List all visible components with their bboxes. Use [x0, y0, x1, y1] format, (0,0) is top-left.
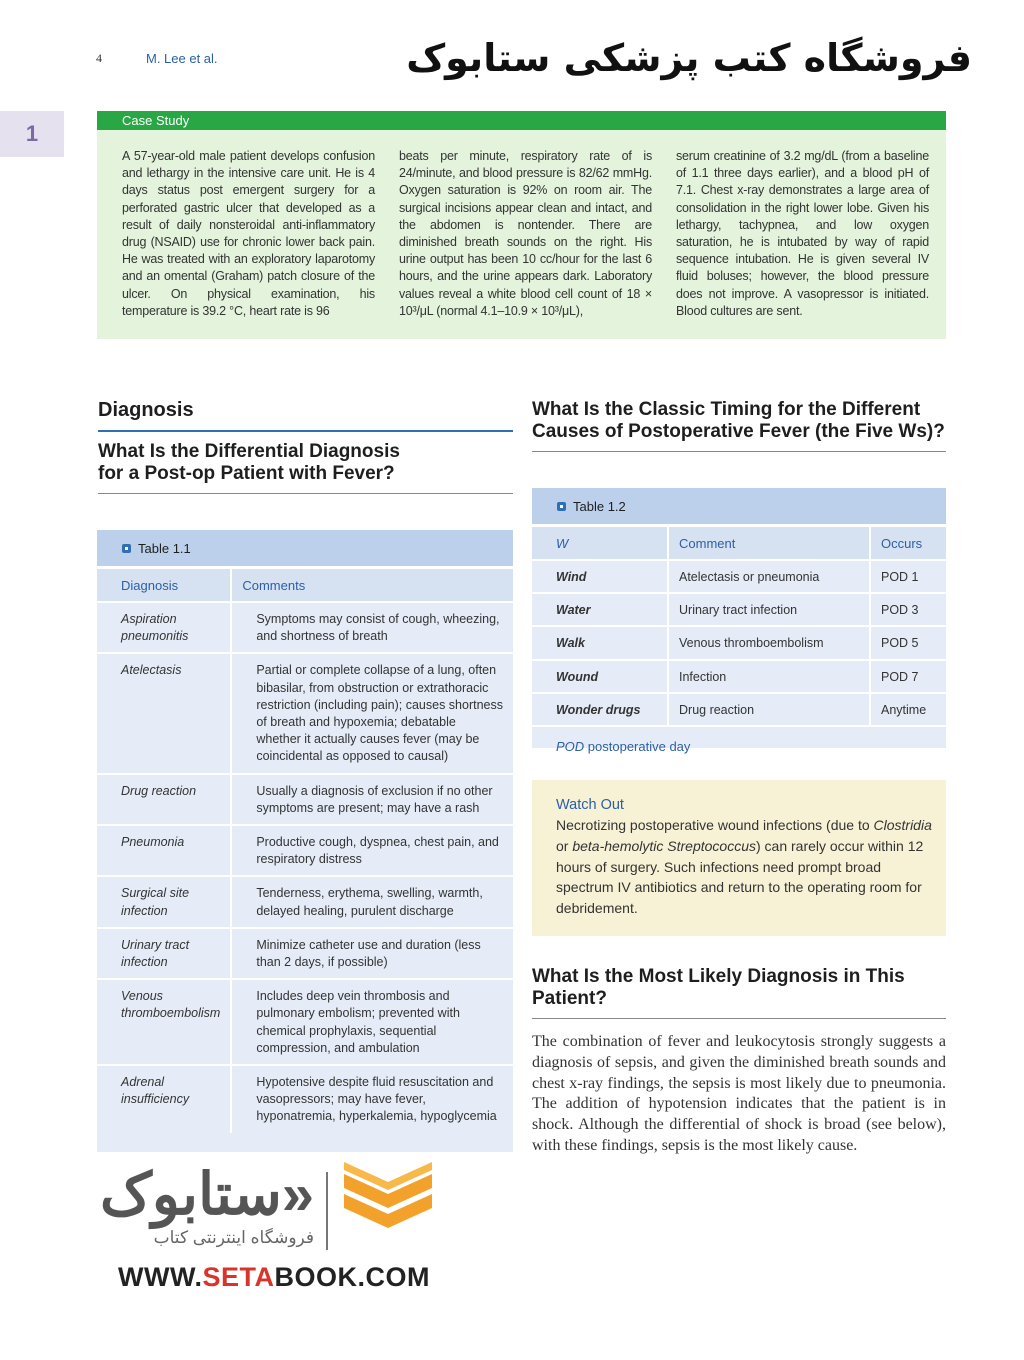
- table-1-2-caption: Table 1.2: [532, 488, 946, 524]
- occurs-cell: Anytime: [870, 693, 946, 725]
- table-row: [97, 928, 513, 979]
- table-header: Comments: [231, 568, 513, 603]
- comment-cell: Symptoms may consist of cough, wheezing, and shortness of breath: [231, 602, 513, 653]
- store-banner: فروشگاه کتب پزشکی ستابوک: [406, 36, 972, 80]
- comment-cell: Usually a diagnosis of exclusion if no other symptoms are present; may have a rash: [231, 774, 513, 825]
- w-cell: Wound: [532, 660, 668, 693]
- logo-tagline: فروشگاه اینترنتی کتاب: [153, 1228, 315, 1247]
- page-number: 4: [96, 51, 102, 65]
- comment-cell: Partial or complete collapse of a lung, often bibasilar, from obstruction or extrathoracic restriction (including pain); causes shortness of breath and hypoxemia; debatable whether it actually causes fever (may be coincidental as opposed to causal): [231, 653, 513, 773]
- footnote-abbr: POD: [556, 739, 585, 755]
- occurs-cell: POD 5: [870, 626, 946, 659]
- likely-diagnosis-paragraph: The combination of fever and leukocytosis strongly suggests a diagnosis of sepsis, and given the diminished breath sounds and chest x-ray findings, the sepsis is most likely due to pneumonia. The addition of hypotension indicates that the patient is in shock. Although the differential of shock is broad (see below), with these findings, sepsis is the most likely cause.: [532, 1033, 946, 1154]
- case-study-box: [97, 111, 946, 339]
- comment-cell: Urinary tract infection: [668, 593, 870, 626]
- diagnosis-cell: Pneumonia: [97, 825, 231, 876]
- comment-cell: Infection: [668, 660, 870, 693]
- likely-diagnosis-heading-block: [532, 966, 946, 1019]
- diagnosis-cell: Aspiration pneumonitis: [97, 602, 231, 653]
- diagnosis-cell: Drug reaction: [97, 774, 231, 825]
- book-stack-icon: [340, 1160, 436, 1240]
- comment-cell: Drug reaction: [668, 693, 870, 725]
- occurs-cell: POD 7: [870, 660, 946, 693]
- table-row: [532, 693, 946, 725]
- logo-wordmark: «ستابوک: [100, 1162, 315, 1227]
- diagnosis-cell: Atelectasis: [97, 653, 231, 773]
- table-row: [97, 876, 513, 927]
- comment-cell: Venous thromboembolism: [668, 626, 870, 659]
- comment-cell: Tenderness, erythema, swelling, warmth, delayed healing, purulent discharge: [231, 876, 513, 927]
- table-row: [97, 774, 513, 825]
- subsection-rule: [532, 451, 946, 452]
- footnote-text: postoperative day: [584, 739, 691, 755]
- table-row: [97, 979, 513, 1065]
- watch-out-text: Necrotizing postoperative wound infections (due to Clostridia or beta-hemolytic Streptococcus) can rarely occur within 12 hours of surgery. Such infections need prompt broad spectrum IV antibiotics and return to the operating room for debridement.: [556, 817, 932, 917]
- comment-cell: Includes deep vein thrombosis and pulmonary embolism; prevented with chemical prophylaxis, sequential compression, and ambulation: [231, 979, 513, 1065]
- subsection-rule: [98, 493, 513, 494]
- table-row: [532, 660, 946, 693]
- watch-out-title: Watch Out: [556, 797, 624, 813]
- section-rule: [98, 430, 513, 432]
- diagnosis-cell: Urinary tract infection: [97, 928, 231, 979]
- watch-out-box: [532, 780, 946, 936]
- diagnosis-cell: Venous thromboembolism: [97, 979, 231, 1065]
- subsection-title-five-ws: What Is the Classic Timing for the Different Causes of Postoperative Fever (the Five Ws)?: [532, 399, 945, 442]
- table-row: [97, 602, 513, 653]
- section-title-diagnosis: Diagnosis: [98, 399, 194, 421]
- table-row: [97, 653, 513, 773]
- table-1-1-caption: Table 1.1: [97, 530, 513, 566]
- table-header: Occurs: [870, 526, 946, 561]
- table-row: [97, 1065, 513, 1133]
- w-cell: Walk: [532, 626, 668, 659]
- subsection-rule: [532, 1018, 946, 1019]
- occurs-cell: POD 3: [870, 593, 946, 626]
- table-1-2: [532, 488, 946, 755]
- left-column: [98, 399, 513, 494]
- table-icon: [557, 502, 566, 511]
- case-study-column-1: A 57-year-old male patient develops confusion and lethargy in the intensive care unit. He is 4 days status post emergent surgery for a perforated gastric ulcer that developed as a result of daily nonsteroidal anti-inflammatory drug (NSAID) use for chronic lower back pain. He was treated with an exploratory laparotomy and an omental (Graham) patch closure of the ulcer. On physical examination, his temperature is 39.2 °C, heart rate is 96: [122, 149, 375, 318]
- table-header: W: [532, 526, 668, 561]
- chapter-tab: 1: [0, 111, 64, 157]
- table-icon: [122, 544, 131, 553]
- w-cell: Wind: [532, 560, 668, 593]
- running-head-authors: M. Lee et al.: [146, 51, 218, 66]
- case-study-column-3: serum creatinine of 3.2 mg/dL (from a baseline of 1.1 three days earlier), and a blood pH of 7.1. Chest x-ray demonstrates a large area of consolidation in the right lower lobe. Given his lethargy, tachypnea, and low oxygen saturation, he is intubated by way of rapid sequence intubation. He is given several IV fluid boluses; however, the blood pressure does not improve. A vasopressor is initiated. Blood cultures are sent.: [676, 149, 929, 318]
- case-study-heading: Case Study: [97, 111, 946, 130]
- table-row: [532, 593, 946, 626]
- comment-cell: Productive cough, dyspnea, chest pain, and respiratory distress: [231, 825, 513, 876]
- logo-divider: [326, 1172, 328, 1250]
- table-footnote: [532, 725, 946, 764]
- diagnosis-cell: Adrenal insufficiency: [97, 1065, 231, 1133]
- subsection-title-differential: What Is the Differential Diagnosis for a Post-op Patient with Fever?: [98, 441, 400, 484]
- website-url: WWW.SETABOOK.COM: [118, 1262, 430, 1292]
- table-row: [97, 825, 513, 876]
- table-header: Diagnosis: [97, 568, 231, 603]
- table-header: Comment: [668, 526, 870, 561]
- right-column: [532, 399, 946, 452]
- occurs-cell: POD 1: [870, 560, 946, 593]
- table-row: [532, 560, 946, 593]
- w-cell: Water: [532, 593, 668, 626]
- comment-cell: Minimize catheter use and duration (less than 2 days, if possible): [231, 928, 513, 979]
- comment-cell: Atelectasis or pneumonia: [668, 560, 870, 593]
- table-row: [532, 626, 946, 659]
- comment-cell: Hypotensive despite fluid resuscitation and vasopressors; may have fever, hyponatremia, hyperkalemia, hypoglycemia: [231, 1065, 513, 1133]
- case-study-column-2: beats per minute, respiratory rate of is 24/minute, and blood pressure is 82/62 mmHg. Oxygen saturation is 92% on room air. The surgical incisions appear clean and intact, and the abdomen is nontender. There are diminished breath sounds on the right. His urine output has been 10 cc/hour for the last 6 hours, and the urine appears dark. Laboratory values reveal a white blood cell count of 18 × 10³/μL (normal 4.1–10.9 × 10³/μL),: [399, 149, 652, 318]
- w-cell: Wonder drugs: [532, 693, 668, 725]
- table-1-1: [97, 530, 513, 1152]
- subsection-title-likely-diagnosis: What Is the Most Likely Diagnosis in This Patient?: [532, 966, 905, 1009]
- diagnosis-cell: Surgical site infection: [97, 876, 231, 927]
